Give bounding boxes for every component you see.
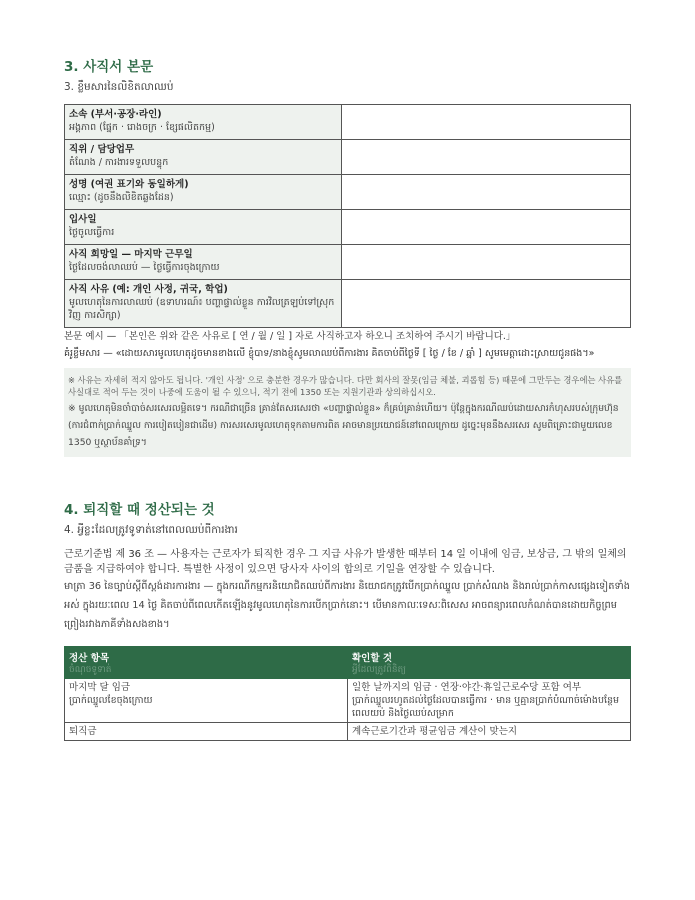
- header-ko: 확인할 것: [352, 653, 393, 664]
- resignation-form-table: [64, 104, 631, 328]
- section-4-title: 4. 퇴직할 때 정산되는 것: [64, 502, 215, 518]
- form-row: [65, 280, 631, 328]
- header-km: អ្វីដែលត្រូវពិនិត្យ: [352, 665, 406, 675]
- settlement-check-cell: [348, 679, 631, 723]
- form-label-cell: [65, 105, 342, 140]
- settlement-item-cell: [65, 679, 348, 723]
- form-label-cell: [65, 175, 342, 210]
- form-label-km: ថ្ងៃចូលធ្វើការ: [69, 227, 115, 238]
- form-label-cell: [65, 280, 342, 328]
- section-3-title: 3. 사직서 본문: [64, 59, 154, 75]
- check-ko: 계속근로기간과 평균임금 계산이 맞는지: [352, 726, 518, 737]
- note-text-ko: ※ 사유는 자세히 적지 않아도 됩니다. '개인 사정' 으로 충분한 경우가 많습니다. 다만 회사의 잘못(임금 체불, 괴롭힘 등) 때문에 그만두는 경우에는 사유를 사실대로 적어 두는 것이 나중에 도움이 될 수 있으니, 적기 전에 1350 또는 지원기관과 상의하십시오.: [68, 375, 623, 397]
- form-label-ko: 소속 (부서·공장·라인): [69, 109, 162, 120]
- form-label-cell: [65, 210, 342, 245]
- form-row: [65, 140, 631, 175]
- header-ko: 정산 항목: [69, 653, 110, 664]
- header-km: ចំណុចទូទាត់: [69, 665, 112, 675]
- form-label-ko: 성명 (여권 표기와 동일하게): [69, 179, 189, 190]
- example-text-ko: 본문 예시 — 「본인은 위와 같은 사유로 [ 연 / 월 / 일 ] 자로 사직하고자 하오니 조치하여 주시기 바랍니다.」: [64, 331, 516, 342]
- form-label-cell: [65, 245, 342, 280]
- settlement-header-row: [65, 647, 631, 679]
- settlement-item-cell: [65, 723, 348, 741]
- table-row: [65, 679, 631, 723]
- form-label-ko: 입사일: [69, 214, 97, 225]
- form-row: [65, 245, 631, 280]
- law-paragraph-km: មាត្រា 36 នៃច្បាប់ស្តីពីស្តង់ដារការងារ — ក្នុងករណីកម្មករនិយោជិតឈប់ពីការងារ និយោជកត្រូវបើកប្រាក់ឈ្នួល ប្រាក់សំណង និងរាល់ប្រាក់កាសផ្សេងទៀតទាំងអស់ ក្នុងរយៈពេល 14 ថ្ងៃ គិតចាប់ពីពេលកើតឡើងនូវមូលហេតុនៃការបើកប្រាក់នោះ។ បើមានកាលៈទេសៈពិសេស អាចពន្យារពេលកំណត់បានដោយកិច្ចព្រមព្រៀងរវាងភាគីទាំងសងខាង។: [64, 581, 630, 630]
- form-row: [65, 105, 631, 140]
- note-box: [64, 368, 631, 457]
- table-row: [65, 723, 631, 741]
- item-ko: 퇴직금: [69, 726, 97, 737]
- item-km: ប្រាក់ឈ្នួលខែចុងក្រោយ: [69, 695, 153, 706]
- settlement-header-check: [348, 647, 631, 679]
- form-row: [65, 210, 631, 245]
- item-ko: 마지막 달 임금: [69, 682, 131, 693]
- section-4-subtitle: 4. អ្វីខ្លះដែលត្រូវទូទាត់នៅពេលឈប់ពីការងារ: [64, 524, 238, 536]
- settlement-check-cell: [348, 723, 631, 741]
- form-label-ko: 사직 사유 (예: 개인 사정, 귀국, 학업): [69, 284, 228, 295]
- section-3-subtitle: 3. ខ្លឹមសារនៃលិខិតលាឈប់: [64, 81, 174, 93]
- form-label-ko: 직위 / 담당업무: [69, 144, 135, 155]
- form-input-cell-reason[interactable]: [342, 280, 631, 328]
- check-km: ប្រាក់ឈ្នួលរហូតដល់ថ្ងៃដែលបានធ្វើការ · មាន ឬគ្មានប្រាក់បំណាច់ម៉ោងបន្ថែម ពេលយប់ និងថ្ងៃឈប់សម្រាក: [352, 695, 620, 719]
- form-input-cell-department[interactable]: [342, 105, 631, 140]
- form-input-cell-start-date[interactable]: [342, 210, 631, 245]
- form-label-km: មូលហេតុនៃការលាឈប់ (ឧទាហរណ៍៖ បញ្ហាផ្ទាល់ខ្លួន ការវិលត្រឡប់ទៅស្រុកវិញ ការសិក្សា): [69, 297, 335, 321]
- form-label-ko: 사직 희망일 — 마지막 근무일: [69, 249, 193, 260]
- form-row: [65, 175, 631, 210]
- law-paragraph-ko: 근로기준법 제 36 조 — 사용자는 근로자가 퇴직한 경우 그 지급 사유가 발생한 때부터 14 일 이내에 임금, 보상금, 그 밖의 일체의 금품을 지급하여야 합니다. 특별한 사정이 있으면 당사자 사이의 합의로 기일을 연장할 수 있습니다.: [64, 549, 627, 575]
- form-input-cell-position[interactable]: [342, 140, 631, 175]
- form-label-km: តំណែង / ការងារទទួលបន្ទុក: [69, 157, 169, 168]
- form-label-km: ឈ្មោះ (ដូចនឹងលិខិតឆ្លងដែន): [69, 192, 174, 203]
- form-label-cell: [65, 140, 342, 175]
- check-ko: 일한 날까지의 임금 · 연장·야간·휴일근로수당 포함 여부: [352, 682, 582, 693]
- settlement-table: [64, 646, 631, 741]
- form-input-cell-name[interactable]: [342, 175, 631, 210]
- form-input-cell-last-day[interactable]: [342, 245, 631, 280]
- example-text-km: គំរូខ្លឹមសារ — «ដោយសារមូលហេតុដូចមានខាងលើ ខ្ញុំបាទ/នាងខ្ញុំសូមលាឈប់ពីការងារ គិតចាប់ពីថ្ងៃទី [ ថ្ងៃ / ខែ / ឆ្នាំ ] សូមមេត្តាដោះស្រាយជូនផង។»: [64, 348, 595, 359]
- note-text-km: ※ មូលហេតុមិនចាំបាច់សរសេរលម្អិតទេ។ ករណីជាច្រើន គ្រាន់តែសរសេរថា «បញ្ហាផ្ទាល់ខ្លួន» ក៏គ្រប់គ្រាន់ហើយ។ ប៉ុន្តែក្នុងករណីឈប់ដោយសារកំហុសរបស់ក្រុមហ៊ុន (ការជំពាក់ប្រាក់ឈ្នួល ការបៀតបៀនជាដើម) ការសរសេរមូលហេតុទុកតាមការពិត អាចមានប្រយោជន៍នៅពេលក្រោយ ដូច្នេះមុននឹងសរសេរ សូមពិគ្រោះជាមួយលេខ 1350 ឬស្ថាប័នគាំទ្រ។: [68, 403, 619, 448]
- settlement-header-item: [65, 647, 348, 679]
- form-label-km: ថ្ងៃដែលចង់លាឈប់ — ថ្ងៃធ្វើការចុងក្រោយ: [69, 262, 220, 273]
- form-label-km: អង្គភាព (ផ្នែក · រោងចក្រ · ខ្សែផលិតកម្ម): [69, 122, 215, 133]
